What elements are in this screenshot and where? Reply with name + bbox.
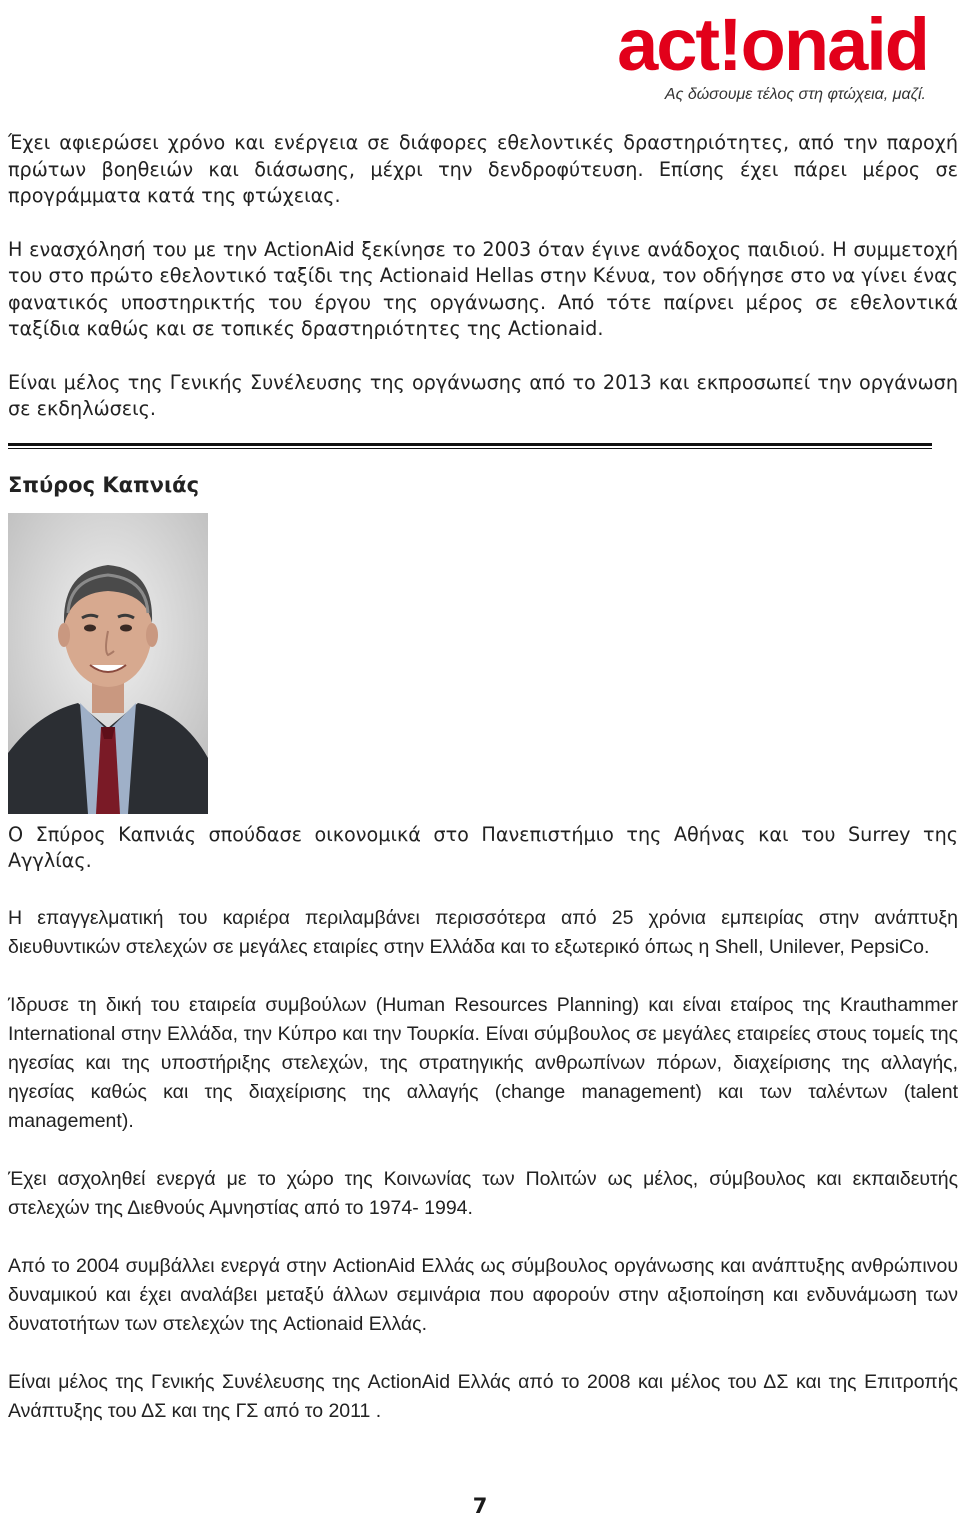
paragraph-general-assembly: Είναι μέλος της Γενικής Συνέλευσης της οργάνωσης από το 2013 και εκπροσωπεί την οργάνωση σε εκδηλώσεις. bbox=[8, 370, 958, 420]
portrait-illustration bbox=[8, 513, 208, 814]
section-divider bbox=[8, 443, 932, 449]
document-body bbox=[8, 130, 958, 1426]
paragraph-civil-society: Έχει ασχοληθεί ενεργά με το χώρο της Κοινωνίας των Πολιτών ως μέλος, σύμβουλος και εκπαιδευτής στελεχών της Διεθνούς Αμνηστίας από το 1974- 1994. bbox=[8, 1167, 958, 1219]
paragraph-consultancy: Ίδρυσε τη δική του εταιρεία συμβούλων (Human Resources Planning) και είναι εταίρος της Krauthammer International στην Ελλάδα, την Κύπρο και την Τουρκία. Είναι σύμβουλος σε μεγάλες εταιρείες στους τομείς της ηγεσίας και της υποστήριξης στελεχών, της στρατηγικής ανθρωπίνων πόρων, διαχείρισης της αλλαγής, ηγεσίας καθώς και της διαχείρισης της αλλαγής (change management) και των ταλέντων (talent management). bbox=[8, 993, 958, 1132]
actionaid-logo bbox=[488, 3, 928, 104]
paragraph-volunteering: Έχει αφιερώσει χρόνο και ενέργεια σε διάφορες εθελοντικές δραστηριότητες, από την παροχή πρώτων βοηθειών και διάσωσης, μέχρι την δενδροφύτευση. Επίσης έχει πάρει μέρος σε προγράμματα κατά της φτώχειας. bbox=[8, 131, 958, 207]
page-number: 7 bbox=[472, 1494, 488, 1518]
logo-wordmark: act!onaid bbox=[617, 3, 928, 86]
portrait-photo bbox=[8, 513, 208, 814]
paragraph-board-membership: Είναι μέλος της Γενικής Συνέλευσης της ActionAid Ελλάς από το 2008 και μέλος του ΔΣ και της Επιτροπής Ανάπτυξης του ΔΣ και της ΓΣ από το 2011 . bbox=[8, 1370, 958, 1422]
paragraph-education: Ο Σπύρος Καπνιάς σπούδασε οικονομικά στο Πανεπιστήμιο της Αθήνας και του Surrey της Αγγλίας. bbox=[8, 822, 958, 872]
person-name-heading: Σπύρος Καπνιάς bbox=[8, 472, 200, 497]
paragraph-actionaid-involvement: Η ενασχόλησή του με την ActionAid ξεκίνησε το 2003 όταν έγινε ανάδοχος παιδιού. Η συμμετοχή του στο πρώτο εθελοντικό ταξίδι της Actionaid Hellas στην Κένυα, τον οδήγησε στο να γίνει ένας φανατικός υποστηρικτής του έργου της οργάνωσης. Από τότε παίρνει μέρος σε εθελοντικά ταξίδια καθώς και σε τοπικές δραστηριότητες της Actionaid. bbox=[8, 237, 958, 340]
paragraph-actionaid-contribution: Από το 2004 συμβάλλει ενεργά στην ActionAid Ελλάς ως σύμβουλος οργάνωσης και ανάπτυξης ανθρώπινου δυναμικού και έχει αναλάβει μεταξύ άλλων σεμινάρια που αφορούν στην αξιοποίηση και ενδυνάμωση των δυνατοτήτων των στελεχών της Actionaid Ελλάς. bbox=[8, 1254, 958, 1335]
logo-tagline: Ας δώσουμε τέλος στη φτώχεια, μαζί. bbox=[664, 86, 926, 103]
paragraph-career: Η επαγγελματική του καριέρα περιλαμβάνει περισσότερα από 25 χρόνια εμπειρίας στην ανάπτυξη διευθυντικών στελεχών σε μεγάλες εταιρίες στην Ελλάδα και το εξωτερικό όπως η Shell, Unilever, PepsiCo. bbox=[8, 906, 958, 958]
